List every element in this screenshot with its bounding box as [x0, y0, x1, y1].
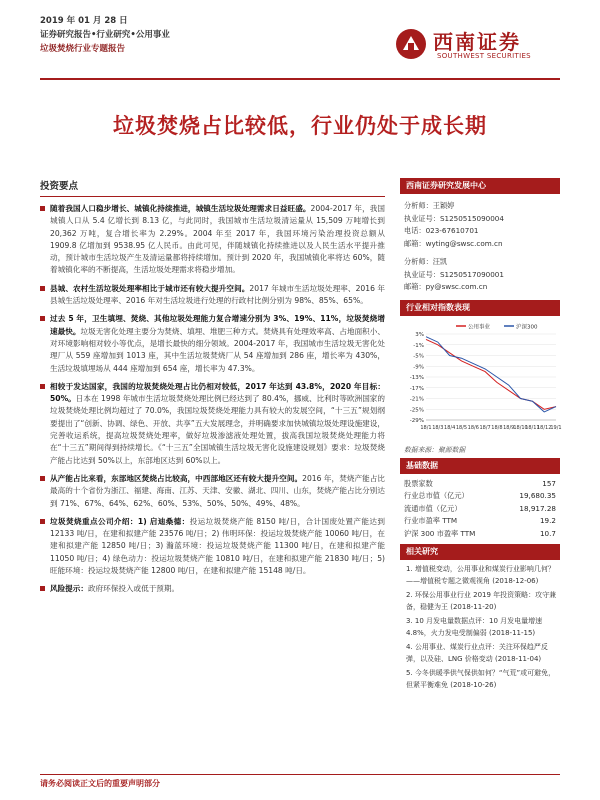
basic-data-value: 19.2 [539, 516, 556, 525]
summary-paragraph [40, 473, 385, 510]
related-item[interactable]: 3. 10 月发电量数据点评：10 月发电量增速 4.8%，火力发电受制偏弱 (2018-11-15) [406, 617, 543, 637]
related-item[interactable]: 1. 增值税变动，公用事业和煤炭行业影响几何？——增值税专题之微观视角 (2018-12-06) [406, 565, 555, 585]
basic-data-row [402, 503, 558, 516]
footer-notice: 请务必阅读正文后的重要声明部分 [40, 779, 160, 788]
y-tick-label: -21% [409, 396, 424, 402]
summary-paragraph [40, 381, 385, 467]
bullet-icon [40, 286, 45, 291]
analyst-2-license: 执业证号：S1250517090001 [404, 269, 504, 279]
related-item[interactable]: 5. 今冬供暖季供气保供如何？“气荒”或可避免，但紧平衡难免 (2018-10-26) [406, 669, 556, 689]
analyst-2-name: 分析师：汪凯 [404, 257, 448, 266]
logo-mark-icon [395, 28, 427, 60]
paragraph-text: 日本在 1998 年城市生活垃圾焚烧处理比例已经达到了 80.4%，挪威、比利时等欧洲国家的垃圾焚烧处理比例均超过了 70.0%，我国垃圾焚烧处理能力具有较大的发展空间，“十三五”规划纲要提出了“创新、协调、绿色、开放、共享”五大发展理念，并明确要求加快城镇垃圾处理设施建设，完善收运系统，提高垃圾焚烧处理率，做好垃圾渗滤液处理处置，拔高我国垃圾焚烧处理能力将在“十三五”期间得到持续增长。《“十三五”全国城镇生活垃圾无害化设施建设规划》要求：垃圾焚烧产能占比达到 50%以上，东部地区达到 60%以上。 [50, 394, 385, 465]
y-tick-label: -17% [409, 385, 424, 392]
report-subtitle: 垃圾焚烧行业专题报告 [40, 44, 126, 54]
basic-data-value: 18,917.28 [519, 503, 556, 513]
report-category: 证券研究报告•行业研究•公用事业 [40, 30, 170, 40]
paragraph-lead: 垃圾焚烧重点公司介绍：1) 启迪桑德： [50, 516, 190, 526]
summary-paragraph [40, 313, 385, 374]
basic-data-table [400, 474, 560, 545]
x-tick-label: 18/10 [513, 424, 528, 431]
x-tick-label: 18/12 [536, 424, 552, 431]
x-tick-label: 18/4 [444, 424, 456, 431]
bullet-icon [40, 519, 45, 524]
y-tick-label: -13% [409, 374, 424, 381]
bullet-icon [40, 206, 45, 211]
paragraph-text: 政府环保投入或低于预期。 [87, 584, 180, 594]
summary-column [40, 178, 385, 602]
sidebar [400, 178, 560, 698]
paragraph-lead: 风险提示： [50, 584, 88, 594]
header-divider [40, 78, 560, 80]
series-line [426, 336, 556, 411]
basic-data-value: 10.7 [539, 528, 556, 538]
analyst-1-license: 执业证号：S1250515090004 [404, 213, 504, 223]
paragraph-text: 垃圾无害化处理主要分为焚烧、填埋、堆肥三种方式。焚烧具有处理效率高、占地面积小、对环境影响相对较小等优点，是增长最快的细分领域。2004-2017 年，我国城市生活垃圾无害化处理厂从 559 座增加到 1013 座，其中生活垃圾焚烧厂从 54 座增加到 286 座，增长率为 430%，生活垃圾填埋场从 444 座增加到 654 座，增长率为 47.3%。 [50, 326, 386, 373]
analyst-1-phone: 电话：023-67610701 [404, 226, 479, 235]
bullet-icon [40, 316, 45, 321]
analyst-heading: 西南证券研究发展中心 [400, 178, 560, 194]
paragraph-text: 投运垃圾焚烧产能 8150 吨/日，合计国废处置产能达到 12133 吨/日，在建和拟建产能 23576 吨/日；2) 伟明环保：投运垃圾焚烧产能 10060 吨/日，在建和拟建产能 12850 吨/日；3) 瀚蓝环境：投运垃圾焚烧产能 11300 吨/日，在建和拟建产能 11050 吨/日；4) 绿色动力：投运垃圾焚烧产能 10810 吨/日，在建和拟建产能 21830 吨/日；5) 旺能环境：投运垃圾焚烧产能 12800 吨/日，在建和拟建产能 15148 吨/日。 [50, 516, 385, 576]
paragraph-lead: 相较于发达国家，我国的垃圾焚烧处理占比仍相对较低，2017 年达到 43.8%，2020 年目标：50%。 [50, 381, 385, 404]
basic-data-row [402, 515, 558, 528]
basic-data-value: 19,680.35 [519, 491, 556, 500]
x-tick-label: 18/7 [479, 424, 491, 431]
basic-data-key: 行业总市值（亿元） [404, 491, 469, 500]
analyst-2-email[interactable]: 邮箱：py@swsc.com.cn [404, 282, 488, 291]
report-header [40, 14, 570, 64]
logo-text-en: SOUTHWEST SECURITIES [437, 52, 531, 60]
basic-data-key: 行业市盈率 TTM [404, 516, 458, 525]
legend-label: 公用事业 [468, 324, 491, 330]
related-item[interactable]: 2. 环保公用事业行业 2019 年投资策略：攻守兼备，稳健为王 (2018-11-20) [406, 591, 557, 611]
legend-label: 沪深300 [516, 324, 538, 330]
x-tick-label: 18/6 [467, 424, 479, 431]
report-date: 2019 年 01 月 28 日 [40, 16, 128, 26]
index-chart-svg [400, 320, 560, 438]
logo-text-cn: 西南证券 [433, 30, 521, 54]
paragraph-lead: 从产能占比来看，东部地区焚烧占比较高，中西部地区还有较大提升空间。 [50, 473, 303, 483]
basic-data-key: 流通市值（亿元） [404, 503, 462, 513]
y-tick-label: -9% [413, 363, 424, 370]
bullet-icon [40, 384, 45, 389]
paragraph-text: 2004-2017 年，我国城镇人口从 5.4 亿增长到 8.13 亿，与此同时，我国城市生活垃圾清运量从 15,509 万吨增长到 20,362 万吨，复合增长率为 2.29%。2004 年至 2017 年，我国环境污染治理投资总额从 1909.8 亿增加到 9538.95 亿人民币。由此可见，伴随城镇化持续推进以及人民生活水平提升推动，预计城市生活垃圾产生及清运量都将持续增加。预计到 2020 年，我国城镇化率将达 60%，随着城镇化率的不断提高，生活垃圾处理需求将稳步增加。 [50, 204, 386, 275]
paragraph-lead: 县城、农村生活垃圾处理率相比于城市还有较大提升空间。 [50, 283, 250, 293]
x-tick-label: 18/3 [432, 424, 444, 431]
basic-data-heading: 基础数据 [400, 458, 560, 474]
x-tick-label: 18/11 [525, 424, 540, 431]
basic-data-row [402, 528, 558, 541]
paragraph-lead: 随着我国人口稳步增长、城镇化持续推进，城镇生活垃圾处理需求日益旺盛。 [50, 204, 311, 213]
page-title: 垃圾焚烧占比较低，行业仍处于成长期 [113, 113, 487, 138]
bullet-icon [40, 476, 45, 481]
summary-paragraph [40, 583, 385, 595]
y-tick-label: 3% [415, 331, 424, 338]
x-tick-label: 18/5 [455, 424, 468, 431]
y-tick-label: -29% [409, 417, 424, 424]
basic-data-row [402, 478, 558, 491]
analyst-1-email[interactable]: 邮箱：wyting@swsc.com.cn [404, 238, 503, 248]
footer-divider [40, 774, 560, 775]
summary-paragraph [40, 516, 385, 577]
paragraph-text: 2016 年，焚烧产能占比最高的十个省份为浙江、福建、海南、江苏、天津、安徽、湖北、四川、山东，焚烧产能占比分别达到 71%、67%、64%、62%、60%、53%、50%、50%、49%、48%。 [50, 473, 385, 508]
x-tick-label: 18/1 [420, 424, 432, 431]
x-tick-label: 18/9 [503, 424, 515, 431]
paragraph-lead: 过去 5 年，卫生填埋、焚烧、其他垃圾处理能力复合增速分别为 3%、19%、11%，垃圾焚烧增速最快。 [50, 314, 385, 336]
analyst-1-name: 分析师：王颖婷 [404, 201, 455, 210]
index-chart [400, 316, 560, 442]
chart-source: 数据来源：聚源数据 [404, 445, 466, 454]
analyst-box [400, 194, 560, 300]
paragraph-text: 2017 年城市生活垃圾处理率、2016 年县城生活垃圾处理率、2016 年对生活垃圾进行处理的行政村比例分别为 98%、85%、65%。 [50, 283, 385, 306]
y-tick-label: -25% [409, 406, 424, 413]
basic-data-value: 157 [542, 478, 556, 488]
x-tick-label: 19/1 [550, 424, 562, 431]
related-item[interactable]: 4. 公用事业、煤炭行业点评：关注环保趋严反弹，以及硅、LNG 价格变动 (2018-11-04) [406, 643, 548, 663]
y-tick-label: -5% [413, 353, 424, 359]
summary-heading: 投资要点 [40, 181, 79, 192]
summary-paragraph [40, 203, 385, 277]
y-tick-label: -1% [413, 342, 424, 349]
basic-data-row [402, 490, 558, 503]
related-heading: 相关研究 [400, 544, 560, 560]
summary-divider [40, 196, 385, 197]
company-logo [395, 26, 570, 64]
bullet-icon [40, 586, 45, 591]
x-tick-label: 18/8 [491, 424, 503, 431]
series-line [426, 339, 556, 409]
basic-data-key: 股票家数 [404, 478, 433, 488]
index-chart-heading: 行业相对指数表现 [400, 300, 560, 316]
summary-paragraph [40, 283, 385, 308]
related-list [400, 560, 560, 698]
basic-data-key: 沪深 300 市盈率 TTM [404, 528, 476, 538]
